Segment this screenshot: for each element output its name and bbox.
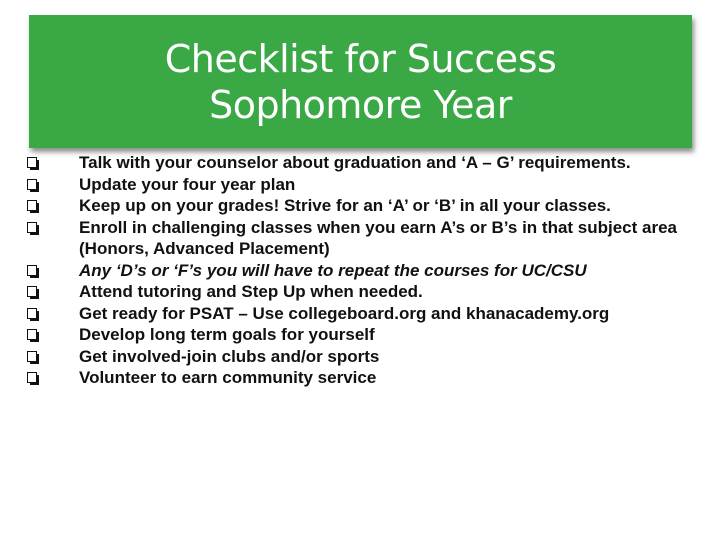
- checklist-item: [27, 152, 707, 174]
- checkbox-bullet-icon: [27, 222, 37, 233]
- checklist-item-text: Attend tutoring and Step Up when needed.: [79, 282, 423, 301]
- checkbox-bullet-icon: [27, 157, 37, 168]
- checklist-item-text: Update your four year plan: [79, 174, 296, 194]
- checklist-item: [27, 281, 707, 303]
- checklist-item-text: Get involved-join clubs and/or sports: [79, 346, 380, 366]
- checklist-item-text: Enroll in challenging classes when you earn A’s or B’s in that subject area (Honors, Advanced Placement): [79, 217, 678, 258]
- checkbox-bullet-icon: [27, 372, 37, 383]
- checklist-item-text: Talk with your counselor about graduation and ‘A – G’ requirements.: [79, 153, 631, 172]
- checkbox-bullet-icon: [27, 200, 37, 211]
- checklist-item: [27, 324, 707, 346]
- title-line-2: Sophomore Year: [209, 82, 512, 127]
- checklist-item: [27, 303, 707, 325]
- checkbox-bullet-icon: [27, 286, 37, 297]
- checkbox-bullet-icon: [27, 179, 37, 190]
- checklist-item: [27, 346, 707, 368]
- checkbox-bullet-icon: [27, 308, 37, 319]
- checklist-item-text: Any ‘D’s or ‘F’s you will have to repeat the courses for UC/CSU: [79, 260, 587, 280]
- title-line-1: Checklist for Success: [164, 36, 557, 81]
- checklist-item: [27, 174, 707, 196]
- checklist-item: [27, 367, 707, 389]
- checklist-item: [27, 195, 707, 217]
- checklist-item-text: Develop long term goals for yourself: [79, 325, 375, 344]
- checklist-item: [27, 217, 707, 260]
- checklist-item: [27, 260, 707, 282]
- checklist: [27, 152, 707, 389]
- checklist-item-text: Volunteer to earn community service: [79, 368, 377, 387]
- checklist-item-text: Get ready for PSAT – Use collegeboard.org and khanacademy.org: [79, 303, 610, 323]
- checkbox-bullet-icon: [27, 329, 37, 340]
- checkbox-bullet-icon: [27, 351, 37, 362]
- checkbox-bullet-icon: [27, 265, 37, 276]
- checklist-item-text: Keep up on your grades! Strive for an ‘A’ or ‘B’ in all your classes.: [79, 196, 611, 215]
- title-banner: [29, 15, 692, 148]
